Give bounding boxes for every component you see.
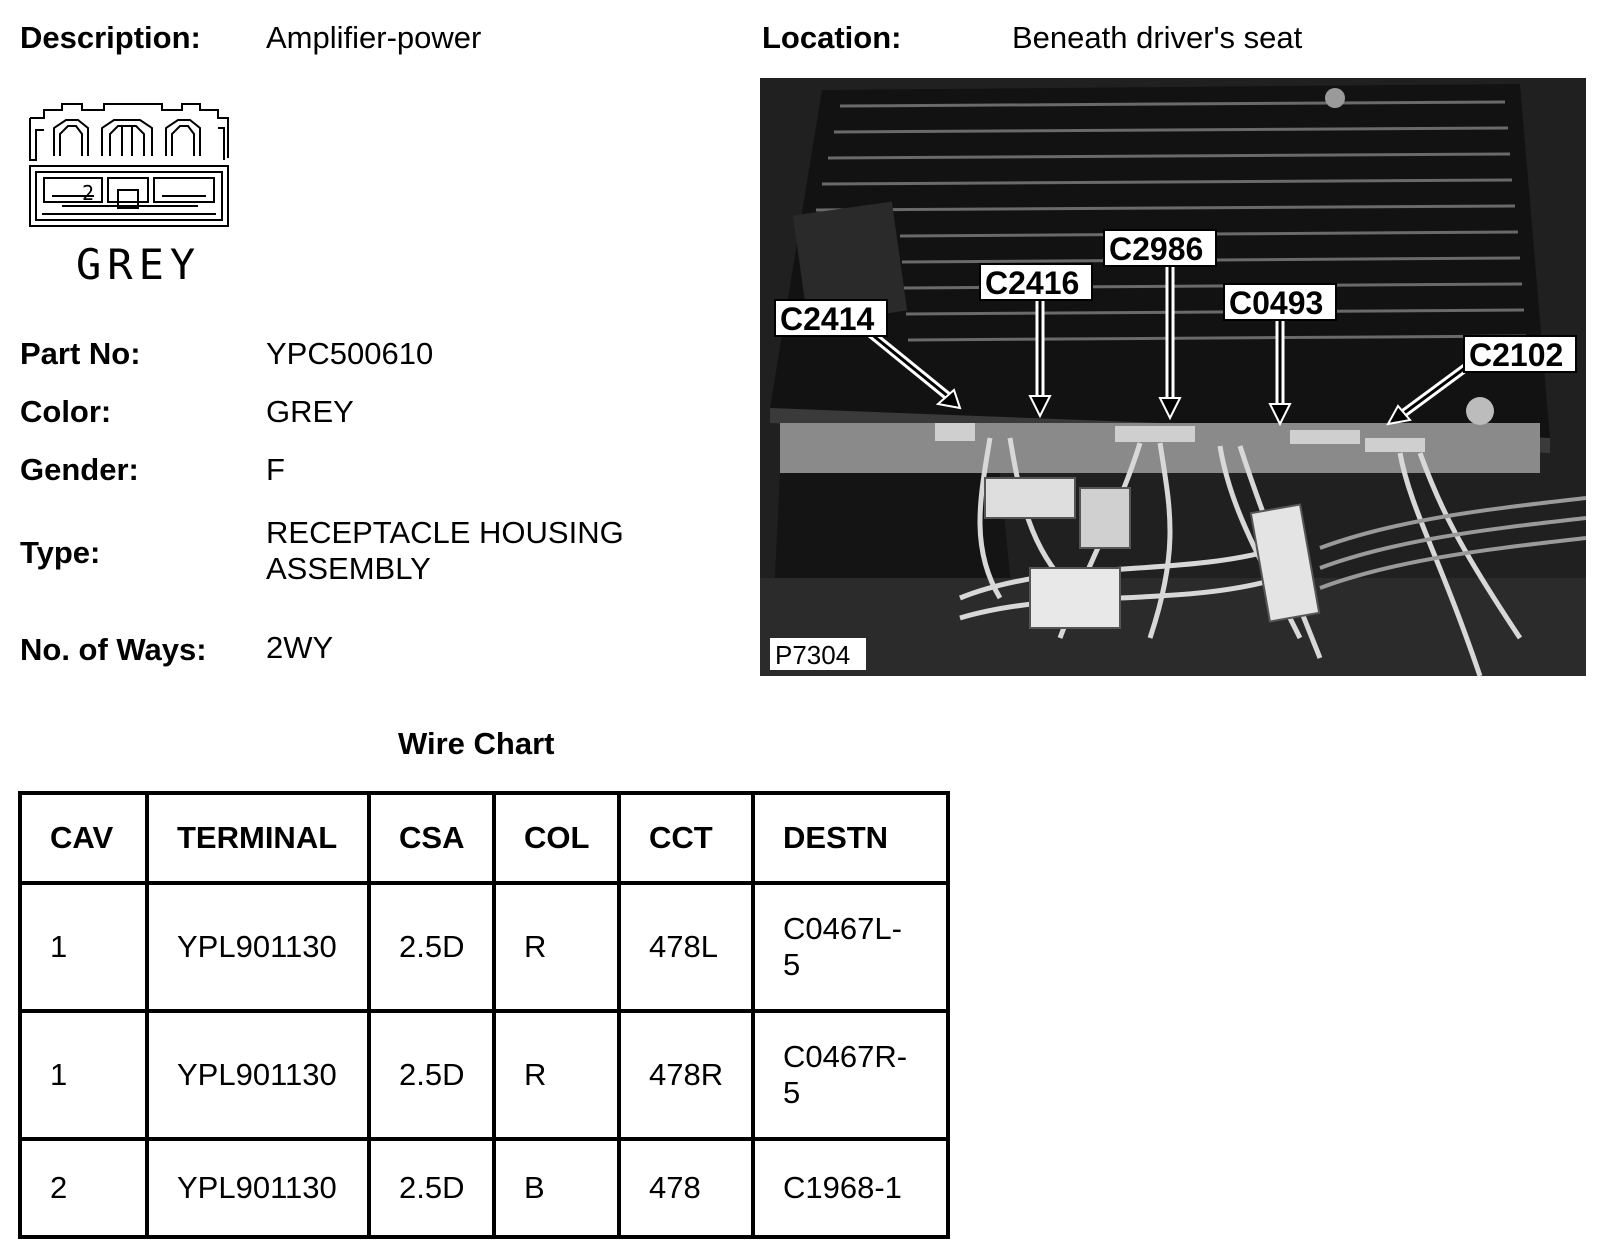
cell-csa: 2.5D	[369, 883, 494, 1011]
gender-label: Gender:	[20, 452, 139, 487]
callout-c2102: C2102	[1469, 337, 1564, 373]
table-row	[20, 883, 948, 1011]
cell-cav: 2	[20, 1139, 147, 1237]
location-label: Location:	[762, 20, 902, 55]
color-value: GREY	[266, 394, 354, 429]
header-col: COL	[494, 793, 619, 883]
description-label: Description:	[20, 20, 201, 55]
connector-diagram-icon	[22, 100, 242, 290]
cell-terminal: YPL901130	[147, 1139, 369, 1237]
location-value: Beneath driver's seat	[1012, 20, 1303, 55]
cell-csa: 2.5D	[369, 1011, 494, 1139]
header-cav: CAV	[20, 793, 147, 883]
type-value-line1: RECEPTACLE HOUSING	[266, 515, 624, 550]
cell-destn	[753, 883, 948, 1011]
table-row	[20, 1011, 948, 1139]
callout-c2416: C2416	[985, 265, 1080, 301]
cell-cav: 1	[20, 883, 147, 1011]
cell-csa: 2.5D	[369, 1139, 494, 1237]
ways-label: No. of Ways:	[20, 632, 207, 667]
wire-chart-title: Wire Chart	[398, 726, 555, 761]
connector-color-text: GREY	[76, 240, 202, 289]
cell-terminal: YPL901130	[147, 1011, 369, 1139]
destn-text: C0467R-5	[783, 1039, 908, 1110]
cell-cav: 1	[20, 1011, 147, 1139]
ways-value: 2WY	[266, 630, 334, 665]
color-label: Color:	[20, 394, 112, 429]
callout-c0493: C0493	[1229, 285, 1324, 321]
cell-terminal: YPL901130	[147, 883, 369, 1011]
type-label: Type:	[20, 535, 101, 570]
table-row	[20, 1139, 948, 1237]
cell-col: B	[494, 1139, 619, 1237]
description-value: Amplifier-power	[266, 20, 482, 55]
cell-col: R	[494, 1011, 619, 1139]
header-cct: CCT	[619, 793, 753, 883]
cell-cct: 478	[619, 1139, 753, 1237]
part-no-value: YPC500610	[266, 336, 434, 371]
cell-cct: 478L	[619, 883, 753, 1011]
wire-chart-table	[18, 791, 950, 1239]
pin-number-label: 2	[82, 181, 95, 205]
table-header-row	[20, 793, 948, 883]
photo-code: P7304	[775, 640, 851, 670]
gender-value: F	[266, 452, 285, 487]
callout-c2414: C2414	[780, 301, 875, 337]
amplifier-photo	[760, 78, 1586, 676]
header-csa: CSA	[369, 793, 494, 883]
destn-text: C0467L-5	[783, 911, 902, 982]
type-value-line2: ASSEMBLY	[266, 551, 431, 586]
part-no-label: Part No:	[20, 336, 141, 371]
callout-c2986: C2986	[1109, 231, 1204, 267]
header-terminal: TERMINAL	[147, 793, 369, 883]
header-destn: DESTN	[753, 793, 948, 883]
cell-col: R	[494, 883, 619, 1011]
cell-destn	[753, 1011, 948, 1139]
cell-cct: 478R	[619, 1011, 753, 1139]
cell-destn: C1968-1	[753, 1139, 948, 1237]
